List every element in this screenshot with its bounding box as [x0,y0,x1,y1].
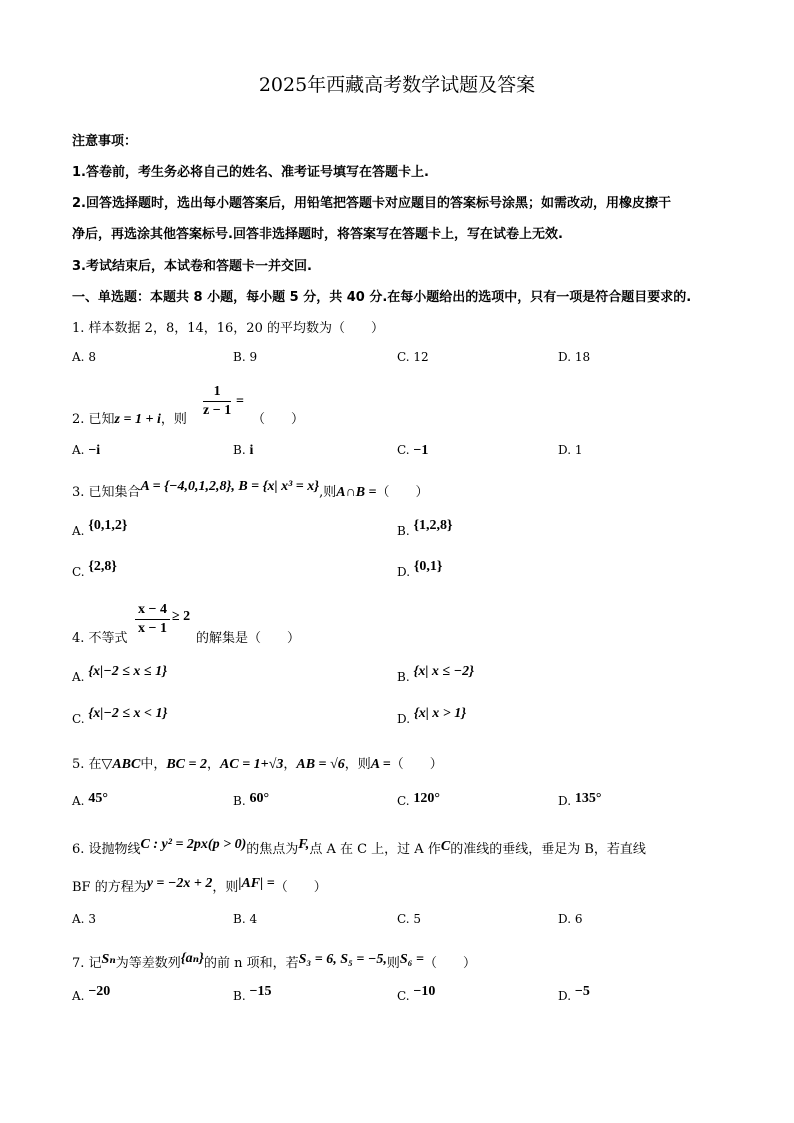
question-7-stem: 7. 记Sₙ为等差数列{aₙ}的前 n 项和，若S₃ = 6, S₅ = −5,则S₆ =（ ） [72,951,477,971]
q3-math-sets: A = {−4,0,1,2,8}, B = {x| x³ = x} [140,479,320,494]
q6-option-c: C. 5 [397,912,422,926]
q2-option-b: B. i [233,443,254,458]
q2-option-c: C. −1 [397,443,429,458]
q1-option-d: D. 18 [558,350,591,364]
q3-option-d: D. {0,1} [397,559,443,579]
q3-math-intersection: A∩B = [336,485,377,500]
q2-math-z: z = 1 + i [114,412,161,427]
q1-option-a: A. 8 [72,350,96,364]
notice-item-3: 3.考试结束后，本试卷和答题卡一并交回. [72,259,312,274]
q6-option-a: A. 3 [72,912,96,926]
notice-item-1: 1.答卷前，考生务必将自己的姓名、准考证号填写在答题卡上. [72,165,429,180]
q7-option-d: D. −5 [558,984,590,1003]
page-title: 2025年西藏高考数学试题及答案 [258,74,536,96]
q5-option-a: A. 45° [72,791,108,808]
q1-option-c: C. 12 [397,350,429,364]
q4-option-d: D. {x| x > 1} [397,706,467,726]
q2-fraction: $\frac{1}{z - 1}$ [203,384,232,418]
q5-option-b: B. 60° [233,791,270,808]
q4-option-c: C. {x|−2 ≤ x < 1} [72,706,168,726]
q6-option-b: B. 4 [233,912,258,926]
question-2-stem: 2. 已知z = 1 + i，则 [72,412,187,427]
q3-option-a: A. {0,1,2} [72,518,128,538]
question-4-stem-pre: 4. 不等式 [72,631,128,646]
notice-heading: 注意事项： [72,134,138,149]
q3-option-c: C. {2,8} [72,559,117,579]
question-3-stem: 3. 已知集合A = {−4,0,1,2,8}, B = {x| x³ = x},则A∩B =（ ） [72,479,429,500]
q1-option-b: B. 9 [233,350,258,364]
q6-option-d: D. 6 [558,912,583,926]
section-heading: 一、单选题：本题共 8 小题，每小题 5 分，共 40 分.在每小题给出的选项中，只有一项是符合题目要求的. [72,290,692,305]
question-5-stem: 5. 在▽ABC中，BC = 2，AC = 1+√3，AB = √6，则A =（ ） [72,757,443,772]
q7-option-a: A. −20 [72,984,111,1003]
notice-item-2-cont: 净后，再选涂其他答案标号.回答非选择题时，将答案写在答题卡上，写在试卷上无效. [72,227,563,242]
q7-option-b: B. −15 [233,984,272,1003]
question-6-stem-line2: BF 的方程为y = −2x + 2，则|AF| =（ ） [72,876,327,895]
q4-ge: ≥ 2 [172,609,191,624]
q2-option-a: A. −i [72,443,101,458]
notice-item-2: 2.回答选择题时，选出每小题答案后，用铅笔把答题卡对应题目的答案标号涂黑；如需改动，用橡皮擦干 [72,196,671,211]
q5-option-c: C. 120° [397,791,441,808]
question-6-stem-line1: 6. 设抛物线C : y² = 2px(p > 0)的焦点为F,点 A 在 C 上，过 A 作C的准线的垂线，垂足为 B，若直线 [72,837,646,857]
q2-equals: = [236,394,244,409]
q4-option-b: B. {x| x ≤ −2} [397,664,474,684]
q7-option-c: C. −10 [397,984,436,1003]
q3-option-b: B. {1,2,8} [397,518,453,538]
q4-fraction: $\frac{x - 4}{x - 1}$ [135,602,170,637]
q2-paren: （ ） [252,412,305,427]
q2-option-d: D. 1 [558,443,583,457]
q5-triangle: ▽ABC [101,757,141,772]
question-4-stem-post: 的解集是（ ） [196,631,301,646]
q5-option-d: D. 135° [558,791,602,808]
question-1-stem: 1. 样本数据 2，8，14，16，20 的平均数为（ ） [72,321,384,336]
q4-option-a: A. {x|−2 ≤ x ≤ 1} [72,664,167,684]
